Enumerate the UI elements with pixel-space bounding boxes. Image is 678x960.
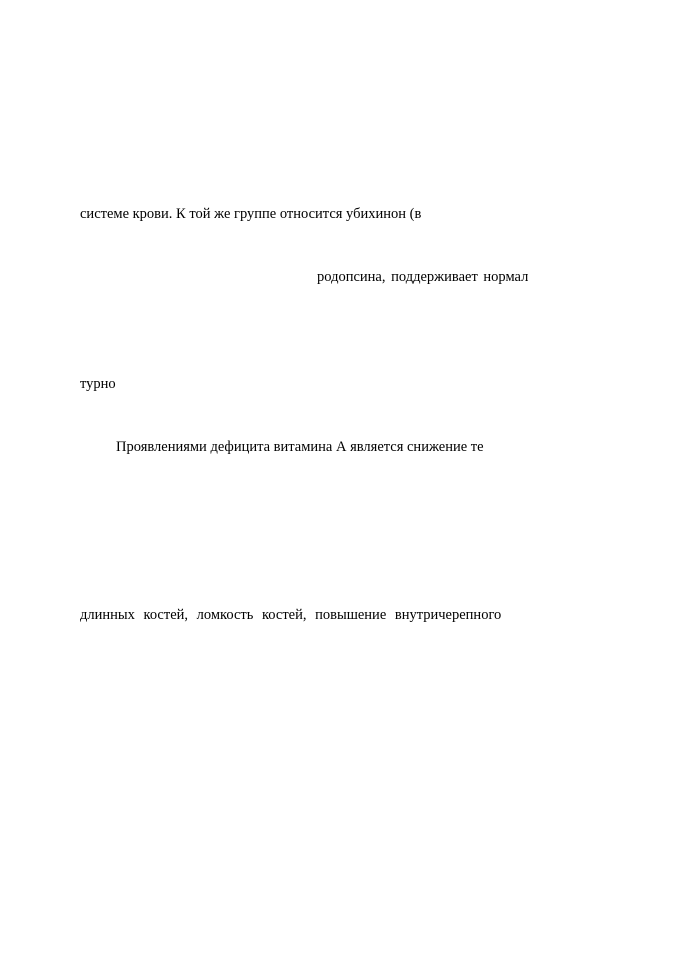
text-line-3: турно xyxy=(80,376,116,392)
text-line-2: родопсина, поддерживает нормал xyxy=(317,269,529,285)
text-line-4: Проявлениями дефицита витамина А является снижение те xyxy=(116,439,484,455)
text-line-5: длинных костей, ломкость костей, повышение внутричерепного xyxy=(80,607,502,623)
text-line-1: системе крови. К той же группе относится убихинон (в xyxy=(80,206,422,222)
